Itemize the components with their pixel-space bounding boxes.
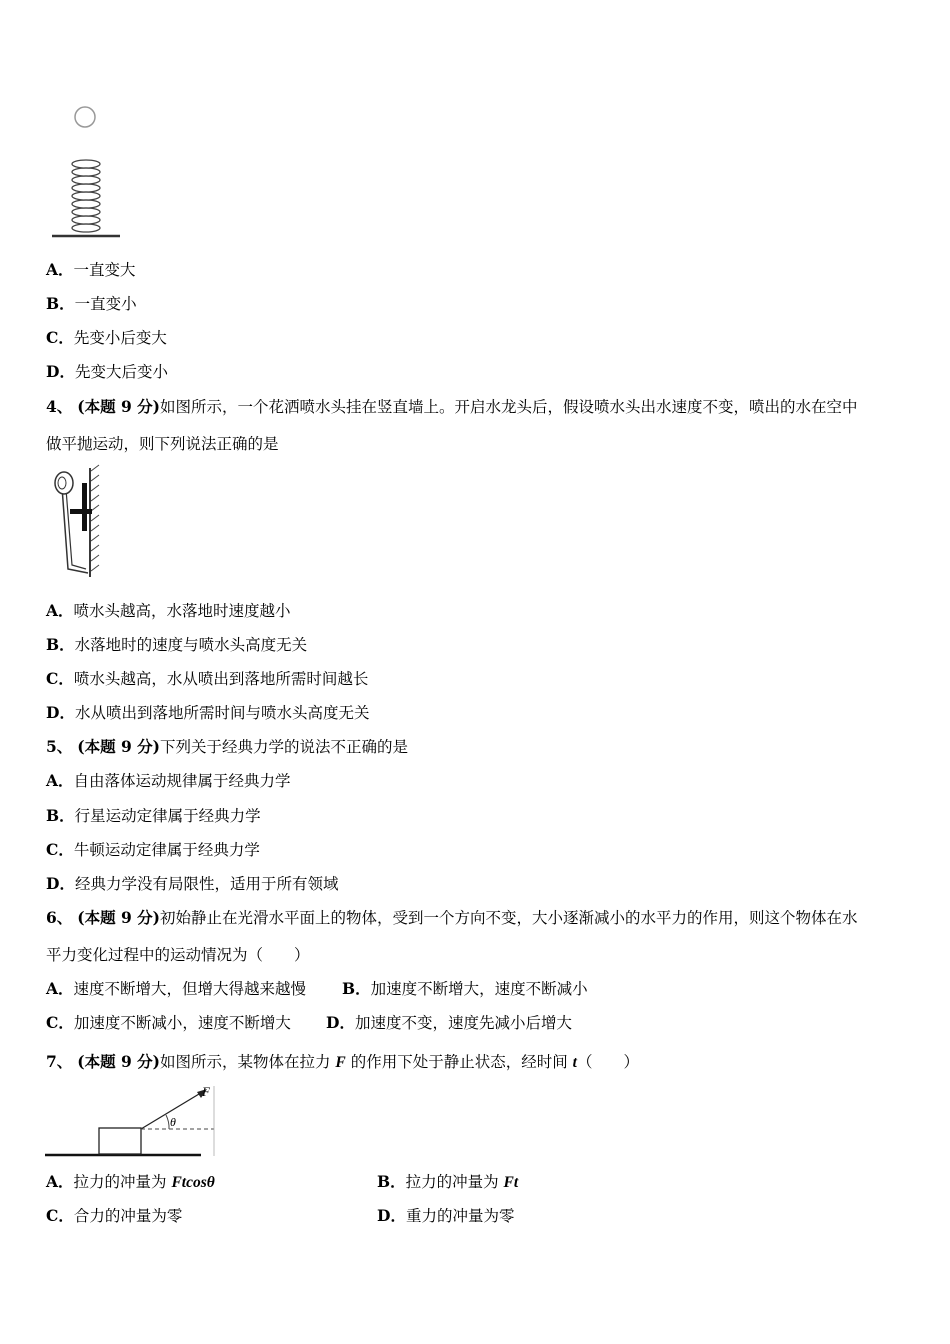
prev-option-c[interactable] bbox=[46, 328, 167, 348]
option-text: 速度不断增大，但增大得越来越慢 bbox=[73, 980, 307, 998]
wall-hatching bbox=[91, 465, 99, 571]
option-letter: A． bbox=[46, 1172, 74, 1191]
question-stem: 平力变化过程中的运动情况为（ ） bbox=[46, 946, 310, 964]
option-letter: C． bbox=[46, 1206, 74, 1225]
option-letter: B． bbox=[46, 635, 75, 654]
q4-option-c[interactable] bbox=[46, 669, 368, 689]
q6-option-a[interactable] bbox=[46, 979, 306, 999]
option-letter: A． bbox=[46, 979, 74, 998]
question-tag: (本题 9 分) bbox=[77, 397, 160, 416]
q4-stem-line1 bbox=[46, 397, 858, 417]
prev-option-b[interactable] bbox=[46, 294, 137, 314]
option-letter: C． bbox=[46, 669, 74, 688]
bracket-bar bbox=[70, 509, 92, 514]
q5-option-b[interactable] bbox=[46, 806, 261, 826]
prev-option-a[interactable] bbox=[46, 260, 136, 280]
question-stem: 的作用下处于静止状态，经时间 bbox=[345, 1053, 573, 1071]
option-text: 自由落体运动规律属于经典力学 bbox=[73, 772, 291, 790]
option-text: 拉力的冲量为 bbox=[405, 1173, 504, 1191]
spring bbox=[72, 160, 100, 232]
option-letter: B． bbox=[46, 806, 75, 825]
option-expression: Ftcosθ bbox=[171, 1174, 215, 1191]
option-letter: D． bbox=[326, 1013, 355, 1032]
option-letter: C． bbox=[46, 840, 74, 859]
q7-option-b[interactable] bbox=[377, 1172, 518, 1193]
q6-option-d[interactable] bbox=[326, 1013, 572, 1033]
q7-option-a[interactable] bbox=[46, 1172, 215, 1193]
q5-stem bbox=[46, 737, 408, 757]
q6-stem-line1 bbox=[46, 908, 858, 928]
option-letter: C． bbox=[46, 328, 74, 347]
question-stem: 做平抛运动，则下列说法正确的是 bbox=[46, 435, 279, 453]
option-text: 一直变小 bbox=[74, 295, 137, 313]
option-text: 行星运动定律属于经典力学 bbox=[74, 807, 261, 825]
option-text: 经典力学没有局限性，适用于所有领域 bbox=[74, 875, 339, 893]
question-tag: (本题 9 分) bbox=[77, 737, 160, 756]
q5-option-c[interactable] bbox=[46, 840, 260, 860]
question-number: 5、 bbox=[46, 737, 73, 756]
block-force-figure bbox=[44, 1082, 219, 1162]
option-letter: D． bbox=[46, 703, 75, 722]
option-text: 水从喷出到落地所需时间与喷水头高度无关 bbox=[74, 704, 370, 722]
q4-option-b[interactable] bbox=[46, 635, 307, 655]
question-stem: 如图所示，某物体在拉力 bbox=[159, 1053, 336, 1071]
angle-arc bbox=[166, 1115, 169, 1129]
variable-t: t bbox=[572, 1054, 577, 1071]
prev-option-d[interactable] bbox=[46, 362, 168, 382]
q4-stem-line2 bbox=[46, 434, 279, 454]
question-stem: 初始静止在光滑水平面上的物体，受到一个方向不变，大小逐渐减小的水平力的作用，则这个物体在水 bbox=[159, 909, 858, 927]
variable-f: F bbox=[335, 1054, 346, 1071]
question-stem: 如图所示，一个花洒喷水头挂在竖直墙上。开启水龙头后，假设喷水头出水速度不变，喷出的水在空中 bbox=[159, 398, 858, 416]
option-text: 先变小后变大 bbox=[73, 329, 167, 347]
option-text: 重力的冲量为零 bbox=[405, 1207, 515, 1225]
question-number: 6、 bbox=[46, 908, 73, 927]
option-text: 先变大后变小 bbox=[74, 363, 168, 381]
q6-option-c[interactable] bbox=[46, 1013, 291, 1033]
option-letter: A． bbox=[46, 260, 74, 279]
option-text: 一直变大 bbox=[73, 261, 136, 279]
option-letter: A． bbox=[46, 601, 74, 620]
angle-label: θ bbox=[170, 1115, 176, 1129]
option-letter: C． bbox=[46, 1013, 74, 1032]
option-letter: B． bbox=[377, 1172, 406, 1191]
option-letter: A． bbox=[46, 771, 74, 790]
q5-option-d[interactable] bbox=[46, 874, 338, 894]
option-text: 水落地时的速度与喷水头高度无关 bbox=[74, 636, 308, 654]
question-stem: 下列关于经典力学的说法不正确的是 bbox=[159, 738, 408, 756]
q4-option-a[interactable] bbox=[46, 601, 291, 621]
option-text: 加速度不断减小，速度不断增大 bbox=[73, 1014, 291, 1032]
option-text: 牛顿运动定律属于经典力学 bbox=[73, 841, 260, 859]
option-text: 拉力的冲量为 bbox=[73, 1173, 172, 1191]
force-label: F bbox=[202, 1084, 210, 1099]
option-letter: D． bbox=[46, 874, 75, 893]
shower-head-figure bbox=[50, 465, 120, 580]
option-letter: B． bbox=[46, 294, 75, 313]
ball-spring-figure bbox=[46, 100, 136, 245]
option-letter: B． bbox=[342, 979, 371, 998]
q5-option-a[interactable] bbox=[46, 771, 291, 791]
q6-stem-line2 bbox=[46, 945, 310, 965]
question-number: 4、 bbox=[46, 397, 73, 416]
question-tag: (本题 9 分) bbox=[77, 1052, 160, 1071]
q7-option-c[interactable] bbox=[46, 1206, 182, 1226]
question-number: 7、 bbox=[46, 1052, 73, 1071]
block bbox=[99, 1128, 141, 1154]
option-text: 合力的冲量为零 bbox=[73, 1207, 183, 1225]
option-expression: Ft bbox=[503, 1174, 519, 1191]
q7-option-d[interactable] bbox=[377, 1206, 514, 1226]
option-text: 加速度不变，速度先减小后增大 bbox=[354, 1014, 572, 1032]
q4-option-d[interactable] bbox=[46, 703, 369, 723]
wall-bracket bbox=[82, 483, 87, 531]
ball bbox=[75, 107, 95, 127]
question-tag: (本题 9 分) bbox=[77, 908, 160, 927]
option-text: 喷水头越高，水落地时速度越小 bbox=[73, 602, 291, 620]
question-stem: （ ） bbox=[576, 1053, 639, 1071]
option-letter: D． bbox=[377, 1206, 406, 1225]
q6-option-b[interactable] bbox=[342, 979, 588, 999]
q7-stem bbox=[46, 1052, 639, 1073]
option-text: 喷水头越高，水从喷出到落地所需时间越长 bbox=[73, 670, 369, 688]
option-letter: D． bbox=[46, 362, 75, 381]
option-text: 加速度不断增大，速度不断减小 bbox=[370, 980, 588, 998]
